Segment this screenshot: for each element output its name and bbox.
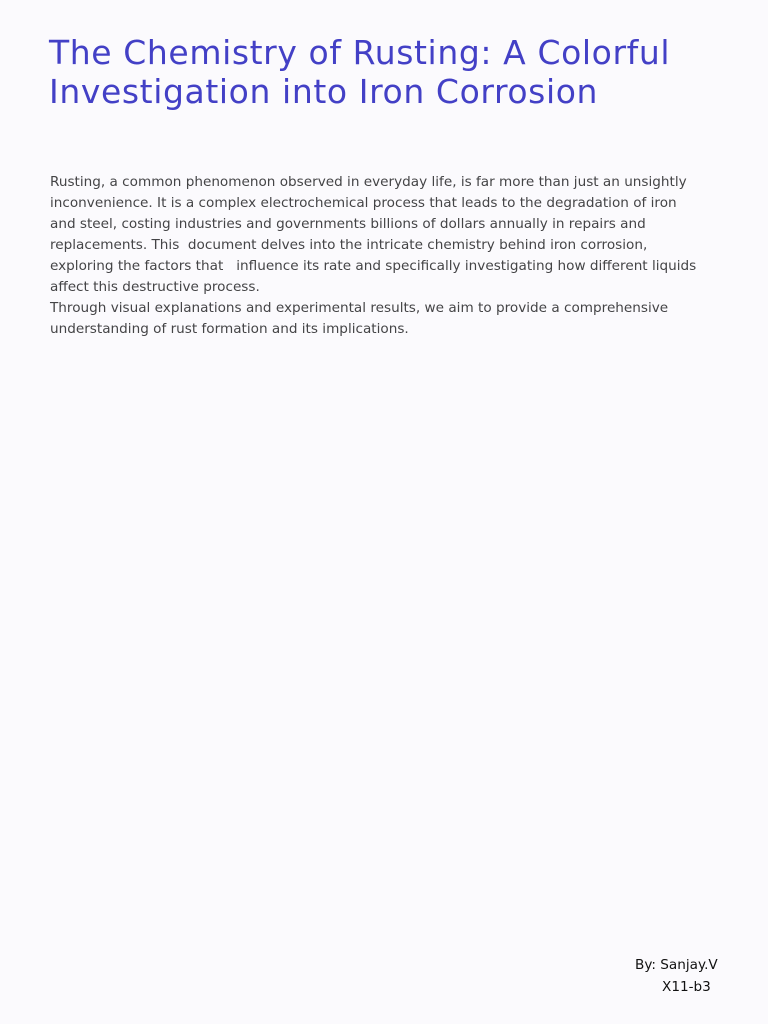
- intro-paragraph: Through visual explanations and experimental results, we aim to provide a comprehensive understanding of rust formation and its implications.: [50, 300, 673, 337]
- intro-section: [50, 172, 700, 340]
- author-byline: By: Sanjay.V: [635, 957, 718, 973]
- intro-paragraph: Rusting, a common phenomenon observed in everyday life, is far more than just an unsightly inconvenience. It is a complex electrochemical process that leads to the degradation of iron and steel, costing industries and governments billions of dollars annually in repairs and replacements. This document delves into the intricate chemistry behind iron corrosion, exploring the factors that influence its rate and specifically investigating how different liquids affect this destructive process.: [50, 174, 701, 295]
- author-class: X11-b3: [662, 979, 711, 995]
- page-title: The Chemistry of Rusting: A Colorful Investigation into Iron Corrosion: [49, 33, 671, 111]
